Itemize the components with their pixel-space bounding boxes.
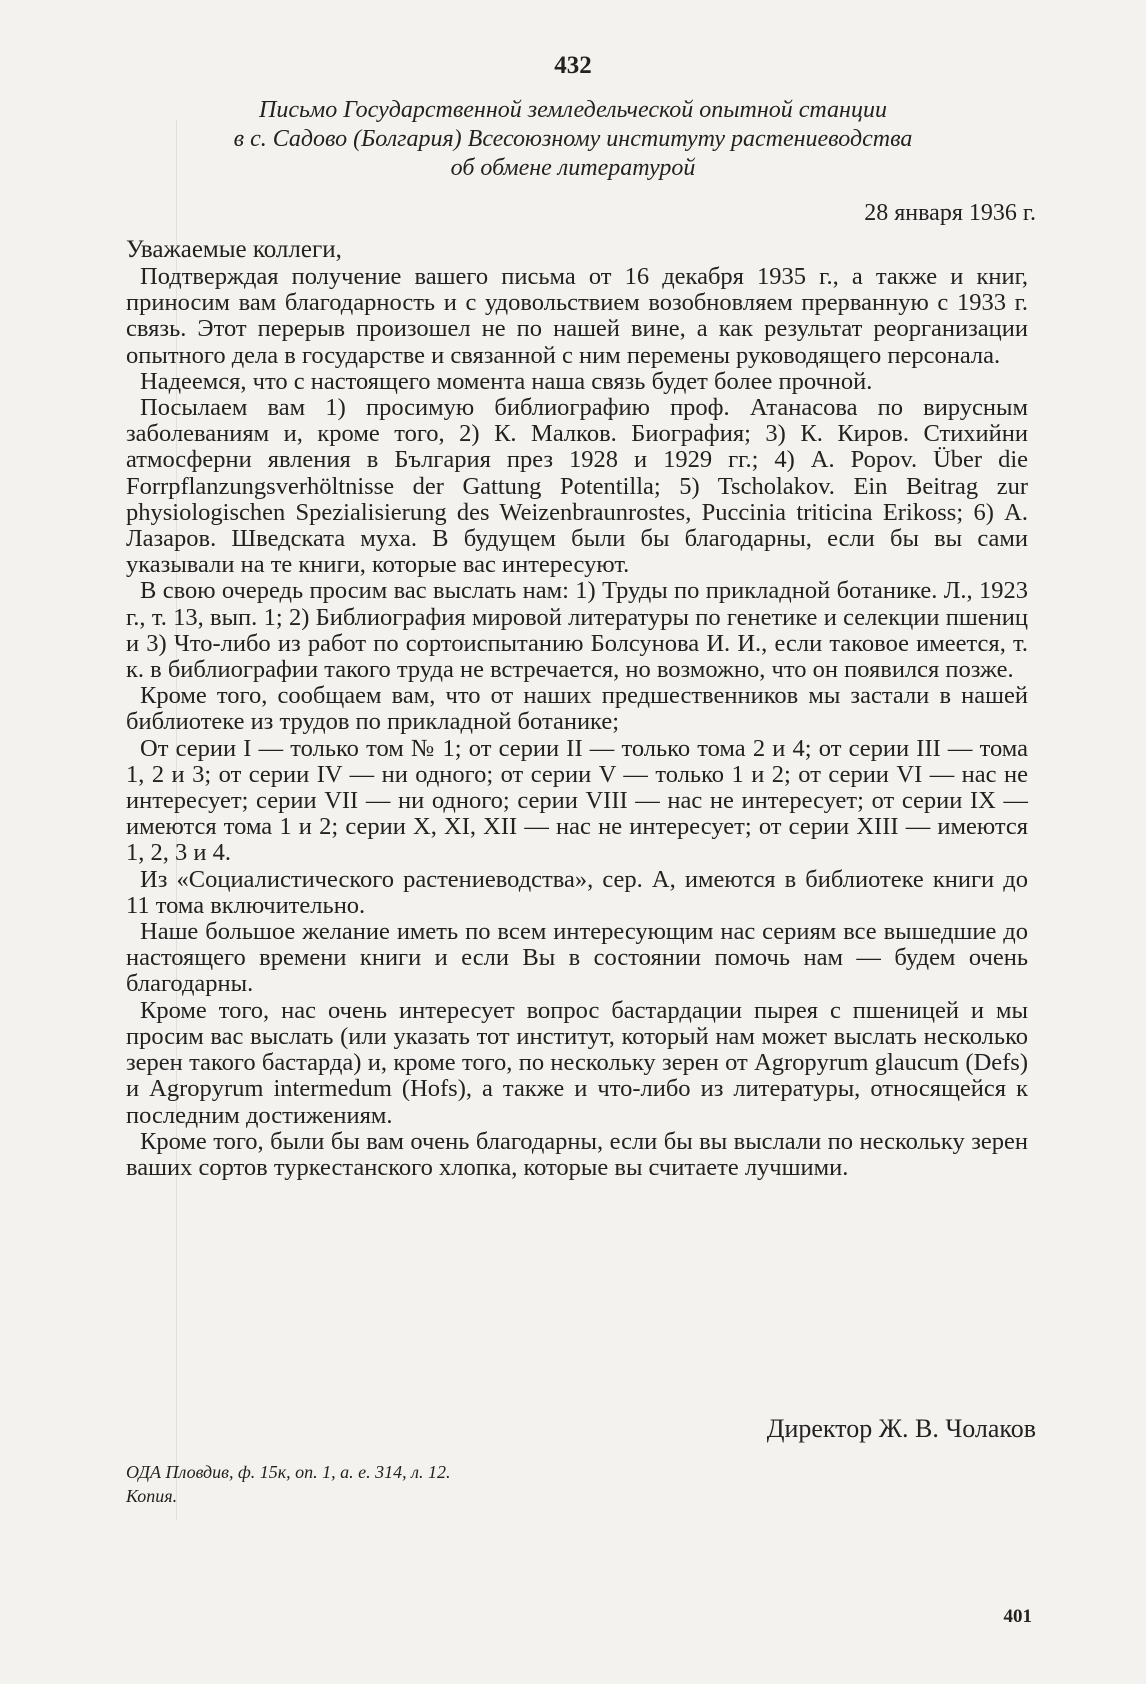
paragraph: Надеемся, что с настоящего момента наша связь будет более прочной.: [140, 367, 873, 395]
archive-ref: ОДА Пловдив, ф. 15к, оп. 1, а. е. 314, л. 12.: [126, 1462, 451, 1482]
paragraph: Посылаем вам 1) просимую библиографию проф. Атанасова по вирусным заболеваниям и, кроме того, 2) К. Малков. Биография; 3) К. Киров. Стихийни атмосферни явления в България през 1928 и 1929 гг.; 4) А. Ророv. Über die Forrpflanzungsverhöltnisse der Gattung Potentilla; 5) Tscholakov. Ein Beitrag zur physiologischen Spezialisierung des Weizenbraunrostes, Puccinia triticina Erikoss; 6) А. Лазаров. Шведската муха. В будущем были бы благодарны, если бы вы сами указывали на те книги, которые вас интересуют.: [126, 394, 1028, 579]
page-number: 401: [1003, 1606, 1032, 1627]
document-number: 432: [554, 52, 592, 79]
paragraph: Кроме того, были бы вам очень благодарны, если бы вы выслали по нескольку зерен ваших сортов туркестанского хлопка, которые вы считаете лучшими.: [126, 1127, 1028, 1181]
letter-body: [126, 264, 1028, 1181]
paragraph: Подтверждая получение вашего письма от 16 декабря 1935 г., а также и книг, приносим вам благодарность и с удовольствием возобновляем прерванную с 1933 г. связь. Этот перерыв произошел не по нашей вине, а как результат реорганизации опытного дела в государстве и связанной с ним перемены руководящего персонала.: [126, 263, 1028, 369]
archive-reference: [126, 1460, 451, 1508]
title-line: об обмене литературой: [450, 155, 696, 181]
letter-date: 28 января 1936 г.: [864, 200, 1036, 226]
paragraph: В свою очередь просим вас выслать нам: 1) Труды по прикладной ботанике. Л., 1923 г., т. 13, вып. 1; 2) Библиография мировой литературы по генетике и селекции пшениц и 3) Что-либо из работ по сортоиспытанию Болсунова И. И., если таковое имеется, т. к. в библиографии такого труда не встречается, но возможно, что он появился позже.: [126, 577, 1028, 684]
document-title: [150, 96, 996, 183]
signature: Директор Ж. В. Чолаков: [766, 1414, 1036, 1443]
paragraph: От серии I — только том № 1; от серии II — только тома 2 и 4; от серии III — тома 1, 2 и 3; от серии IV — ни одного; от серии V — только 1 и 2; от серии VI — нас не интересует; серии VII — ни одного; серии VIII — нас не интересует; от серии IX — имеются тома 1 и 2; серии X, XI, XII — нас не интересует; от серии XIII — имеются 1, 2, 3 и 4.: [126, 734, 1028, 867]
paragraph: Кроме того, нас очень интересует вопрос бастардации пырея с пшеницей и мы просим вас выслать (или указать тот институт, который нам может выслать несколько зерен такого бастарда) и, кроме того, по нескольку зерен от Agropyrum glaucum (Defs) и Agropyrum intermedum (Hofs), а также и что-либо из литературы, относящейся к последним достижениям.: [126, 996, 1028, 1129]
title-line: в с. Садово (Болгария) Всесоюзному институту растениеводства: [233, 126, 913, 152]
copy-note: Копия.: [126, 1486, 178, 1506]
salutation: Уважаемые коллеги,: [126, 236, 342, 263]
paragraph: Кроме того, сообщаем вам, что от наших предшественников мы застали в нашей библиотеке из трудов по прикладной ботанике;: [126, 682, 1028, 736]
title-line: Письмо Государственной земледельческой опытной станции: [259, 97, 887, 123]
paragraph: Из «Социалистического растениеводства», сер. А, имеются в библиотеке книги до 11 тома включительно.: [126, 865, 1028, 919]
paragraph: Наше большое желание иметь по всем интересующим нас сериям все вышедшие до настоящего времени книги и если Вы в состоянии помочь нам — будем очень благодарны.: [126, 918, 1028, 998]
